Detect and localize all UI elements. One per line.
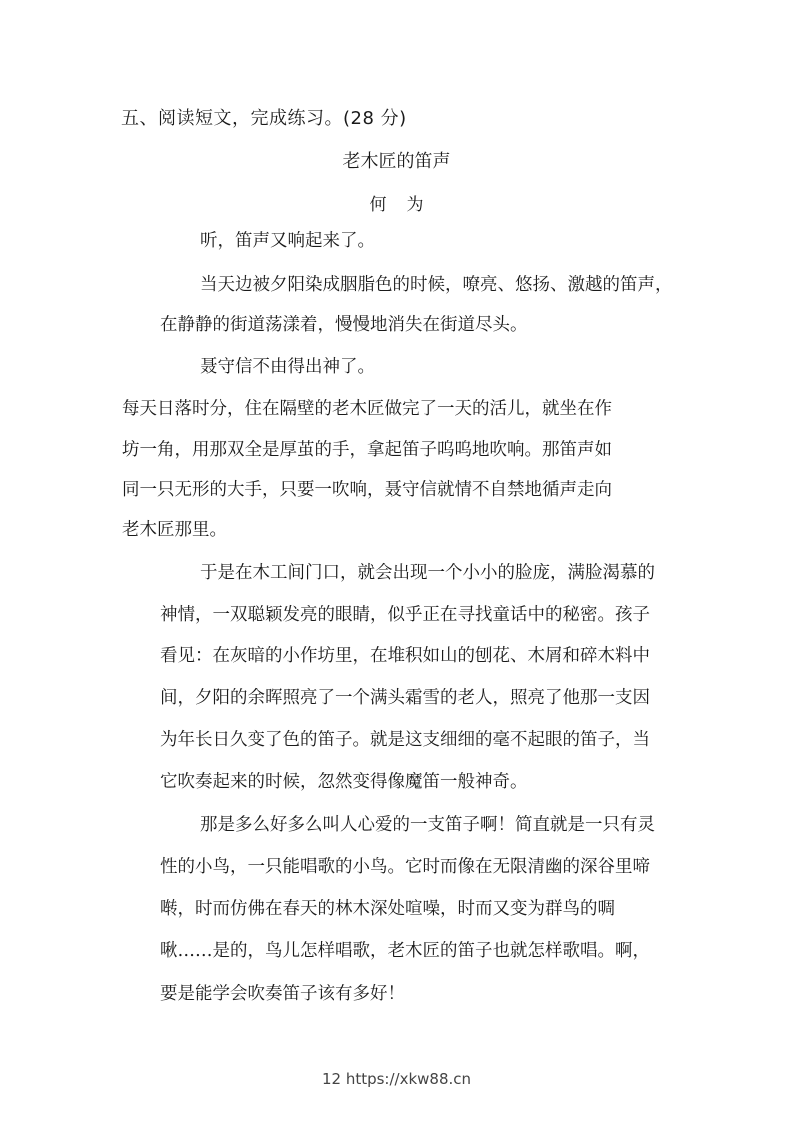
- page-footer: 12 https://xkw88.cn: [321, 1070, 472, 1088]
- paragraph-line: 坊一角，用那双全是厚茧的手，拿起笛子呜呜地吹响。那笛声如: [122, 440, 612, 460]
- paragraph-line: 在静静的街道荡漾着，慢慢地消失在街道尽头。: [160, 315, 528, 335]
- paragraph-line: 于是在木工间门口，就会出现一个小小的脸庞，满脸渴慕的: [200, 563, 655, 583]
- paragraph-line: 神情，一双聪颖发亮的眼睛，似乎正在寻找童话中的秘密。孩子: [160, 605, 650, 625]
- article-title: 老木匠的笛声: [342, 151, 451, 172]
- paragraph-line: 间，夕阳的余晖照亮了一个满头霜雪的老人，照亮了他那一支因: [160, 688, 650, 708]
- paragraph-line: 同一只无形的大手，只要一吹响，聂守信就情不自禁地循声走向: [122, 480, 612, 500]
- paragraph-line: 看见：在灰暗的小作坊里，在堆积如山的刨花、木屑和碎木料中: [160, 646, 650, 666]
- paragraph-line: 啾……是的，鸟儿怎样唱歌，老木匠的笛子也就怎样歌唱。啊，: [160, 941, 650, 961]
- paragraph-line: 那是多么好多么叫人心爱的一支笛子啊！简直就是一只有灵: [200, 815, 655, 835]
- paragraph-line: 老木匠那里。: [122, 520, 227, 540]
- paragraph-line: 听，笛声又响起来了。: [200, 231, 375, 251]
- section-heading: 五、阅读短文，完成练习。(28 分): [121, 108, 407, 129]
- paragraph-line: 性的小鸟，一只能唱歌的小鸟。它时而像在无限清幽的深谷里啼: [160, 857, 650, 877]
- article-author: 何为: [369, 195, 444, 215]
- paragraph-line: 它吹奏起来的时候，忽然变得像魔笛一般神奇。: [160, 772, 528, 792]
- paragraph-line: 聂守信不由得出神了。: [200, 357, 375, 377]
- paragraph-line: 每天日落时分，住在隔壁的老木匠做完了一天的活儿，就坐在作: [122, 399, 612, 419]
- paragraph-line: 为年长日久变了色的笛子。就是这支细细的毫不起眼的笛子，当: [160, 730, 650, 750]
- paragraph-line: 当天边被夕阳染成胭脂色的时候，嘹亮、悠扬、激越的笛声，: [200, 275, 673, 295]
- paragraph-line: 啭，时而仿佛在春天的林木深处喧噪，时而又变为群鸟的啁: [160, 899, 615, 919]
- paragraph-line: 要是能学会吹奏笛子该有多好！: [160, 984, 405, 1004]
